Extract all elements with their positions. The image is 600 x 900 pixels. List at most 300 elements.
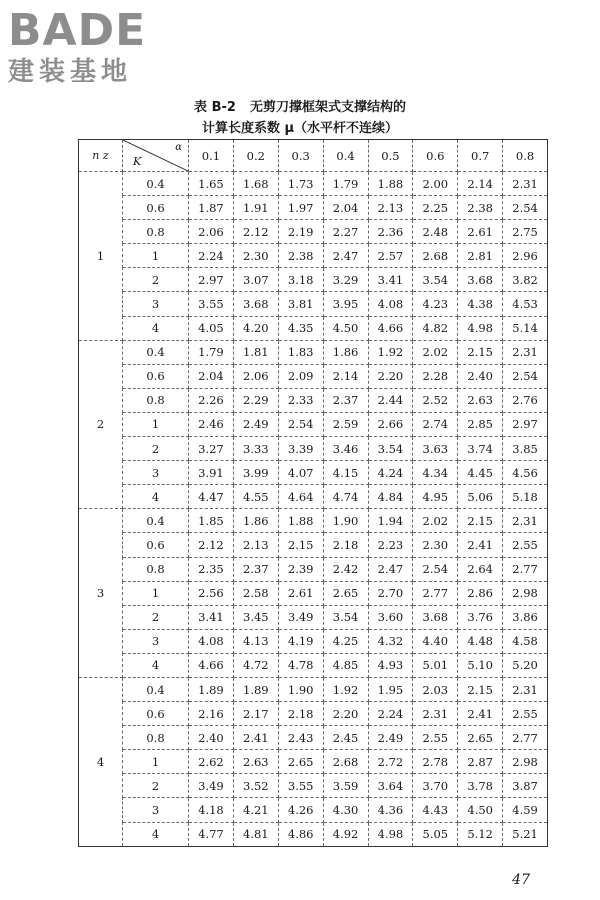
mu-value-cell: 4.85 bbox=[323, 653, 368, 677]
mu-value-cell: 2.00 bbox=[413, 172, 458, 196]
mu-value-cell: 4.15 bbox=[323, 461, 368, 485]
mu-value-cell: 2.55 bbox=[503, 702, 548, 726]
table-row bbox=[79, 822, 548, 846]
k-value-cell: 2 bbox=[123, 268, 189, 292]
k-value-cell: 2 bbox=[123, 774, 189, 798]
mu-value-cell: 4.66 bbox=[368, 316, 413, 340]
alpha-header-cell: 0.4 bbox=[323, 140, 368, 172]
mu-value-cell: 2.72 bbox=[368, 750, 413, 774]
k-value-cell: 3 bbox=[123, 798, 189, 822]
mu-value-cell: 4.92 bbox=[323, 822, 368, 846]
mu-value-cell: 2.68 bbox=[323, 750, 368, 774]
mu-value-cell: 2.15 bbox=[458, 340, 503, 364]
mu-value-cell: 1.85 bbox=[189, 509, 234, 533]
mu-value-cell: 5.21 bbox=[503, 822, 548, 846]
alpha-header-cell: 0.1 bbox=[189, 140, 234, 172]
mu-value-cell: 3.54 bbox=[323, 605, 368, 629]
mu-value-cell: 3.18 bbox=[278, 268, 323, 292]
nz-group-cell: 1 bbox=[79, 172, 123, 341]
mu-value-cell: 3.46 bbox=[323, 437, 368, 461]
mu-value-cell: 2.54 bbox=[413, 557, 458, 581]
mu-value-cell: 1.73 bbox=[278, 172, 323, 196]
mu-value-cell: 4.93 bbox=[368, 653, 413, 677]
k-value-cell: 3 bbox=[123, 461, 189, 485]
alpha-header-cell: 0.6 bbox=[413, 140, 458, 172]
mu-value-cell: 2.77 bbox=[503, 726, 548, 750]
table-title-line2: 计算长度系数 μ（水平杆不连续） bbox=[201, 121, 399, 136]
k-value-cell: 0.4 bbox=[123, 340, 189, 364]
mu-value-cell: 4.36 bbox=[368, 798, 413, 822]
table-row bbox=[79, 388, 548, 412]
k-value-cell: 0.8 bbox=[123, 388, 189, 412]
mu-value-cell: 2.65 bbox=[278, 750, 323, 774]
mu-value-cell: 1.86 bbox=[323, 340, 368, 364]
mu-value-cell: 3.99 bbox=[233, 461, 278, 485]
mu-value-cell: 5.05 bbox=[413, 822, 458, 846]
mu-value-cell: 2.31 bbox=[503, 172, 548, 196]
mu-value-cell: 5.18 bbox=[503, 485, 548, 509]
mu-value-cell: 1.83 bbox=[278, 340, 323, 364]
mu-value-cell: 1.65 bbox=[189, 172, 234, 196]
mu-value-cell: 2.55 bbox=[503, 533, 548, 557]
mu-value-cell: 4.50 bbox=[458, 798, 503, 822]
mu-value-cell: 2.09 bbox=[278, 364, 323, 388]
mu-value-cell: 2.37 bbox=[233, 557, 278, 581]
alpha-header-cell: 0.5 bbox=[368, 140, 413, 172]
mu-value-cell: 2.30 bbox=[233, 244, 278, 268]
mu-value-cell: 2.77 bbox=[503, 557, 548, 581]
mu-value-cell: 4.56 bbox=[503, 461, 548, 485]
mu-value-cell: 4.84 bbox=[368, 485, 413, 509]
table-row bbox=[79, 196, 548, 220]
mu-value-cell: 2.20 bbox=[323, 702, 368, 726]
mu-value-cell: 2.18 bbox=[278, 702, 323, 726]
mu-value-cell: 1.79 bbox=[189, 340, 234, 364]
mu-value-cell: 2.02 bbox=[413, 340, 458, 364]
mu-value-cell: 2.49 bbox=[233, 412, 278, 436]
k-value-cell: 1 bbox=[123, 750, 189, 774]
mu-value-cell: 2.59 bbox=[323, 412, 368, 436]
mu-value-cell: 2.62 bbox=[189, 750, 234, 774]
mu-value-cell: 4.43 bbox=[413, 798, 458, 822]
mu-value-cell: 2.98 bbox=[503, 750, 548, 774]
mu-value-cell: 3.82 bbox=[503, 268, 548, 292]
mu-value-cell: 2.87 bbox=[458, 750, 503, 774]
table-row bbox=[79, 798, 548, 822]
mu-value-cell: 4.64 bbox=[278, 485, 323, 509]
mu-value-cell: 2.04 bbox=[323, 196, 368, 220]
table-row bbox=[79, 461, 548, 485]
table-row bbox=[79, 750, 548, 774]
mu-value-cell: 2.97 bbox=[189, 268, 234, 292]
coefficient-table bbox=[78, 139, 548, 847]
mu-value-cell: 4.08 bbox=[368, 292, 413, 316]
nz-group-cell: 4 bbox=[79, 677, 123, 846]
table-row bbox=[79, 244, 548, 268]
mu-value-cell: 2.49 bbox=[368, 726, 413, 750]
mu-value-cell: 2.38 bbox=[278, 244, 323, 268]
table-row bbox=[79, 268, 548, 292]
mu-value-cell: 2.81 bbox=[458, 244, 503, 268]
mu-value-cell: 4.53 bbox=[503, 292, 548, 316]
alpha-header-cell: 0.2 bbox=[233, 140, 278, 172]
table-row bbox=[79, 316, 548, 340]
table-body bbox=[79, 140, 548, 847]
mu-value-cell: 2.63 bbox=[458, 388, 503, 412]
mu-value-cell: 1.68 bbox=[233, 172, 278, 196]
mu-value-cell: 3.85 bbox=[503, 437, 548, 461]
mu-value-cell: 2.25 bbox=[413, 196, 458, 220]
nz-group-cell: 2 bbox=[79, 340, 123, 509]
table-row bbox=[79, 485, 548, 509]
k-value-cell: 0.8 bbox=[123, 726, 189, 750]
mu-value-cell: 5.06 bbox=[458, 485, 503, 509]
table-row bbox=[79, 605, 548, 629]
mu-value-cell: 3.55 bbox=[189, 292, 234, 316]
mu-value-cell: 2.96 bbox=[503, 244, 548, 268]
alpha-header-cell: 0.7 bbox=[458, 140, 503, 172]
mu-value-cell: 4.81 bbox=[233, 822, 278, 846]
mu-value-cell: 2.54 bbox=[503, 196, 548, 220]
mu-value-cell: 2.28 bbox=[413, 364, 458, 388]
mu-value-cell: 4.45 bbox=[458, 461, 503, 485]
mu-value-cell: 2.27 bbox=[323, 220, 368, 244]
mu-value-cell: 2.13 bbox=[233, 533, 278, 557]
mu-value-cell: 2.06 bbox=[189, 220, 234, 244]
mu-value-cell: 2.98 bbox=[503, 581, 548, 605]
mu-value-cell: 2.14 bbox=[458, 172, 503, 196]
mu-value-cell: 4.82 bbox=[413, 316, 458, 340]
mu-value-cell: 3.39 bbox=[278, 437, 323, 461]
mu-value-cell: 2.36 bbox=[368, 220, 413, 244]
mu-value-cell: 2.42 bbox=[323, 557, 368, 581]
mu-value-cell: 2.47 bbox=[368, 557, 413, 581]
mu-value-cell: 4.77 bbox=[189, 822, 234, 846]
alpha-header-cell: 0.3 bbox=[278, 140, 323, 172]
mu-value-cell: 4.98 bbox=[368, 822, 413, 846]
k-value-cell: 4 bbox=[123, 485, 189, 509]
k-value-cell: 0.4 bbox=[123, 509, 189, 533]
k-value-cell: 2 bbox=[123, 437, 189, 461]
mu-value-cell: 4.38 bbox=[458, 292, 503, 316]
table-label: 表 B-2 bbox=[194, 100, 236, 115]
mu-value-cell: 1.86 bbox=[233, 509, 278, 533]
nz-group-cell: 3 bbox=[79, 509, 123, 678]
mu-value-cell: 3.59 bbox=[323, 774, 368, 798]
mu-value-cell: 4.34 bbox=[413, 461, 458, 485]
mu-value-cell: 4.23 bbox=[413, 292, 458, 316]
mu-value-cell: 3.91 bbox=[189, 461, 234, 485]
k-value-cell: 4 bbox=[123, 653, 189, 677]
mu-value-cell: 5.10 bbox=[458, 653, 503, 677]
mu-value-cell: 3.87 bbox=[503, 774, 548, 798]
table-row bbox=[79, 629, 548, 653]
mu-value-cell: 2.31 bbox=[503, 677, 548, 701]
mu-value-cell: 4.74 bbox=[323, 485, 368, 509]
mu-value-cell: 2.15 bbox=[278, 533, 323, 557]
mu-value-cell: 3.45 bbox=[233, 605, 278, 629]
bade-logo bbox=[8, 5, 178, 92]
mu-value-cell: 5.01 bbox=[413, 653, 458, 677]
table-row bbox=[79, 702, 548, 726]
k-value-cell: 0.4 bbox=[123, 172, 189, 196]
mu-value-cell: 4.07 bbox=[278, 461, 323, 485]
mu-value-cell: 2.78 bbox=[413, 750, 458, 774]
mu-value-cell: 2.43 bbox=[278, 726, 323, 750]
mu-value-cell: 3.68 bbox=[413, 605, 458, 629]
mu-value-cell: 2.54 bbox=[278, 412, 323, 436]
nz-header: n z bbox=[79, 140, 123, 172]
mu-value-cell: 4.18 bbox=[189, 798, 234, 822]
mu-value-cell: 2.12 bbox=[189, 533, 234, 557]
mu-value-cell: 2.40 bbox=[458, 364, 503, 388]
k-value-cell: 0.6 bbox=[123, 196, 189, 220]
mu-value-cell: 3.54 bbox=[368, 437, 413, 461]
mu-value-cell: 2.76 bbox=[503, 388, 548, 412]
mu-value-cell: 4.58 bbox=[503, 629, 548, 653]
mu-value-cell: 2.20 bbox=[368, 364, 413, 388]
mu-value-cell: 2.31 bbox=[503, 340, 548, 364]
table-row bbox=[79, 364, 548, 388]
mu-value-cell: 3.78 bbox=[458, 774, 503, 798]
mu-value-cell: 1.79 bbox=[323, 172, 368, 196]
mu-value-cell: 3.33 bbox=[233, 437, 278, 461]
mu-value-cell: 5.12 bbox=[458, 822, 503, 846]
mu-value-cell: 1.95 bbox=[368, 677, 413, 701]
mu-value-cell: 2.52 bbox=[413, 388, 458, 412]
k-value-cell: 4 bbox=[123, 316, 189, 340]
mu-value-cell: 3.81 bbox=[278, 292, 323, 316]
mu-value-cell: 4.21 bbox=[233, 798, 278, 822]
table-row bbox=[79, 292, 548, 316]
mu-value-cell: 1.81 bbox=[233, 340, 278, 364]
table-row bbox=[79, 509, 548, 533]
k-value-cell: 1 bbox=[123, 412, 189, 436]
table-row bbox=[79, 220, 548, 244]
mu-value-cell: 4.86 bbox=[278, 822, 323, 846]
alpha-header-cell: 0.8 bbox=[503, 140, 548, 172]
mu-value-cell: 2.63 bbox=[233, 750, 278, 774]
mu-value-cell: 2.29 bbox=[233, 388, 278, 412]
table-row bbox=[79, 412, 548, 436]
mu-value-cell: 2.46 bbox=[189, 412, 234, 436]
mu-value-cell: 2.41 bbox=[458, 533, 503, 557]
mu-value-cell: 3.68 bbox=[458, 268, 503, 292]
mu-value-cell: 4.20 bbox=[233, 316, 278, 340]
mu-value-cell: 2.12 bbox=[233, 220, 278, 244]
mu-value-cell: 2.61 bbox=[278, 581, 323, 605]
k-value-cell: 1 bbox=[123, 244, 189, 268]
mu-value-cell: 4.59 bbox=[503, 798, 548, 822]
table-row bbox=[79, 726, 548, 750]
mu-value-cell: 2.31 bbox=[503, 509, 548, 533]
mu-value-cell: 2.35 bbox=[189, 557, 234, 581]
mu-value-cell: 2.30 bbox=[413, 533, 458, 557]
mu-value-cell: 2.75 bbox=[503, 220, 548, 244]
mu-value-cell: 5.14 bbox=[503, 316, 548, 340]
mu-value-cell: 4.50 bbox=[323, 316, 368, 340]
mu-value-cell: 4.05 bbox=[189, 316, 234, 340]
mu-value-cell: 3.52 bbox=[233, 774, 278, 798]
mu-value-cell: 1.92 bbox=[368, 340, 413, 364]
mu-value-cell: 1.87 bbox=[189, 196, 234, 220]
k-value-cell: 0.8 bbox=[123, 557, 189, 581]
k-value-cell: 3 bbox=[123, 292, 189, 316]
mu-value-cell: 4.78 bbox=[278, 653, 323, 677]
mu-value-cell: 4.32 bbox=[368, 629, 413, 653]
k-value-cell: 3 bbox=[123, 629, 189, 653]
mu-value-cell: 4.55 bbox=[233, 485, 278, 509]
mu-value-cell: 4.66 bbox=[189, 653, 234, 677]
mu-value-cell: 4.40 bbox=[413, 629, 458, 653]
table-title bbox=[0, 96, 600, 115]
mu-value-cell: 3.41 bbox=[189, 605, 234, 629]
mu-value-cell: 4.13 bbox=[233, 629, 278, 653]
mu-value-cell: 2.56 bbox=[189, 581, 234, 605]
table-row bbox=[79, 581, 548, 605]
mu-value-cell: 2.85 bbox=[458, 412, 503, 436]
mu-value-cell: 2.17 bbox=[233, 702, 278, 726]
mu-value-cell: 2.04 bbox=[189, 364, 234, 388]
mu-value-cell: 4.95 bbox=[413, 485, 458, 509]
page-number: 47 bbox=[512, 872, 530, 888]
mu-value-cell: 3.41 bbox=[368, 268, 413, 292]
mu-value-cell: 2.58 bbox=[233, 581, 278, 605]
mu-value-cell: 3.68 bbox=[233, 292, 278, 316]
mu-value-cell: 4.19 bbox=[278, 629, 323, 653]
mu-value-cell: 1.88 bbox=[278, 509, 323, 533]
mu-value-cell: 1.89 bbox=[233, 677, 278, 701]
mu-value-cell: 2.65 bbox=[323, 581, 368, 605]
mu-value-cell: 4.25 bbox=[323, 629, 368, 653]
table-row bbox=[79, 653, 548, 677]
mu-value-cell: 3.54 bbox=[413, 268, 458, 292]
k-value-cell: 2 bbox=[123, 605, 189, 629]
mu-value-cell: 4.98 bbox=[458, 316, 503, 340]
mu-value-cell: 2.47 bbox=[323, 244, 368, 268]
k-value-cell: 1 bbox=[123, 581, 189, 605]
k-value-cell: 4 bbox=[123, 822, 189, 846]
mu-value-cell: 2.18 bbox=[323, 533, 368, 557]
mu-value-cell: 2.77 bbox=[413, 581, 458, 605]
mu-value-cell: 2.41 bbox=[233, 726, 278, 750]
mu-value-cell: 4.08 bbox=[189, 629, 234, 653]
mu-value-cell: 3.07 bbox=[233, 268, 278, 292]
mu-value-cell: 2.64 bbox=[458, 557, 503, 581]
table-row bbox=[79, 533, 548, 557]
mu-value-cell: 1.89 bbox=[189, 677, 234, 701]
mu-value-cell: 1.91 bbox=[233, 196, 278, 220]
mu-value-cell: 1.92 bbox=[323, 677, 368, 701]
mu-value-cell: 3.74 bbox=[458, 437, 503, 461]
mu-value-cell: 3.27 bbox=[189, 437, 234, 461]
mu-value-cell: 4.72 bbox=[233, 653, 278, 677]
logo-wordmark: BADE bbox=[8, 5, 147, 56]
mu-value-cell: 1.94 bbox=[368, 509, 413, 533]
k-value-cell: 0.6 bbox=[123, 364, 189, 388]
table-row bbox=[79, 172, 548, 196]
mu-value-cell: 2.45 bbox=[323, 726, 368, 750]
mu-value-cell: 3.49 bbox=[278, 605, 323, 629]
mu-value-cell: 3.29 bbox=[323, 268, 368, 292]
mu-value-cell: 2.23 bbox=[368, 533, 413, 557]
mu-value-cell: 2.57 bbox=[368, 244, 413, 268]
mu-value-cell: 2.68 bbox=[413, 244, 458, 268]
mu-value-cell: 2.70 bbox=[368, 581, 413, 605]
mu-value-cell: 2.33 bbox=[278, 388, 323, 412]
mu-value-cell: 1.88 bbox=[368, 172, 413, 196]
mu-value-cell: 4.48 bbox=[458, 629, 503, 653]
mu-value-cell: 4.30 bbox=[323, 798, 368, 822]
mu-value-cell: 2.15 bbox=[458, 509, 503, 533]
corner-alpha: α bbox=[175, 142, 182, 153]
mu-value-cell: 3.60 bbox=[368, 605, 413, 629]
mu-value-cell: 2.37 bbox=[323, 388, 368, 412]
mu-value-cell: 2.40 bbox=[189, 726, 234, 750]
mu-value-cell: 2.54 bbox=[503, 364, 548, 388]
mu-value-cell: 2.55 bbox=[413, 726, 458, 750]
k-value-cell: 0.8 bbox=[123, 220, 189, 244]
mu-value-cell: 2.15 bbox=[458, 677, 503, 701]
mu-value-cell: 2.41 bbox=[458, 702, 503, 726]
header-row bbox=[79, 140, 548, 172]
table-row bbox=[79, 677, 548, 701]
table-row bbox=[79, 340, 548, 364]
corner-header bbox=[123, 140, 189, 172]
mu-value-cell: 3.95 bbox=[323, 292, 368, 316]
mu-value-cell: 2.61 bbox=[458, 220, 503, 244]
mu-value-cell: 2.48 bbox=[413, 220, 458, 244]
table-row bbox=[79, 437, 548, 461]
mu-value-cell: 2.06 bbox=[233, 364, 278, 388]
mu-value-cell: 5.20 bbox=[503, 653, 548, 677]
mu-value-cell: 4.47 bbox=[189, 485, 234, 509]
table-row bbox=[79, 557, 548, 581]
mu-value-cell: 2.86 bbox=[458, 581, 503, 605]
mu-value-cell: 2.44 bbox=[368, 388, 413, 412]
k-value-cell: 0.4 bbox=[123, 677, 189, 701]
mu-value-cell: 1.90 bbox=[278, 677, 323, 701]
mu-value-cell: 4.35 bbox=[278, 316, 323, 340]
mu-value-cell: 3.63 bbox=[413, 437, 458, 461]
mu-value-cell: 2.02 bbox=[413, 509, 458, 533]
mu-value-cell: 3.55 bbox=[278, 774, 323, 798]
mu-value-cell: 1.90 bbox=[323, 509, 368, 533]
mu-value-cell: 2.65 bbox=[458, 726, 503, 750]
mu-value-cell: 2.31 bbox=[413, 702, 458, 726]
mu-value-cell: 3.86 bbox=[503, 605, 548, 629]
mu-value-cell: 2.03 bbox=[413, 677, 458, 701]
k-value-cell: 0.6 bbox=[123, 533, 189, 557]
mu-value-cell: 2.16 bbox=[189, 702, 234, 726]
mu-value-cell: 2.66 bbox=[368, 412, 413, 436]
k-value-cell: 0.6 bbox=[123, 702, 189, 726]
table-row bbox=[79, 774, 548, 798]
mu-value-cell: 3.49 bbox=[189, 774, 234, 798]
mu-value-cell: 2.24 bbox=[189, 244, 234, 268]
corner-k: K bbox=[133, 155, 142, 168]
mu-value-cell: 2.19 bbox=[278, 220, 323, 244]
mu-value-cell: 4.26 bbox=[278, 798, 323, 822]
mu-value-cell: 3.76 bbox=[458, 605, 503, 629]
table-title-line1: 无剪刀撑框架式支撑结构的 bbox=[249, 100, 406, 115]
mu-value-cell: 2.38 bbox=[458, 196, 503, 220]
mu-value-cell: 2.24 bbox=[368, 702, 413, 726]
mu-value-cell: 3.64 bbox=[368, 774, 413, 798]
mu-value-cell: 2.13 bbox=[368, 196, 413, 220]
mu-value-cell: 2.14 bbox=[323, 364, 368, 388]
mu-value-cell: 2.26 bbox=[189, 388, 234, 412]
